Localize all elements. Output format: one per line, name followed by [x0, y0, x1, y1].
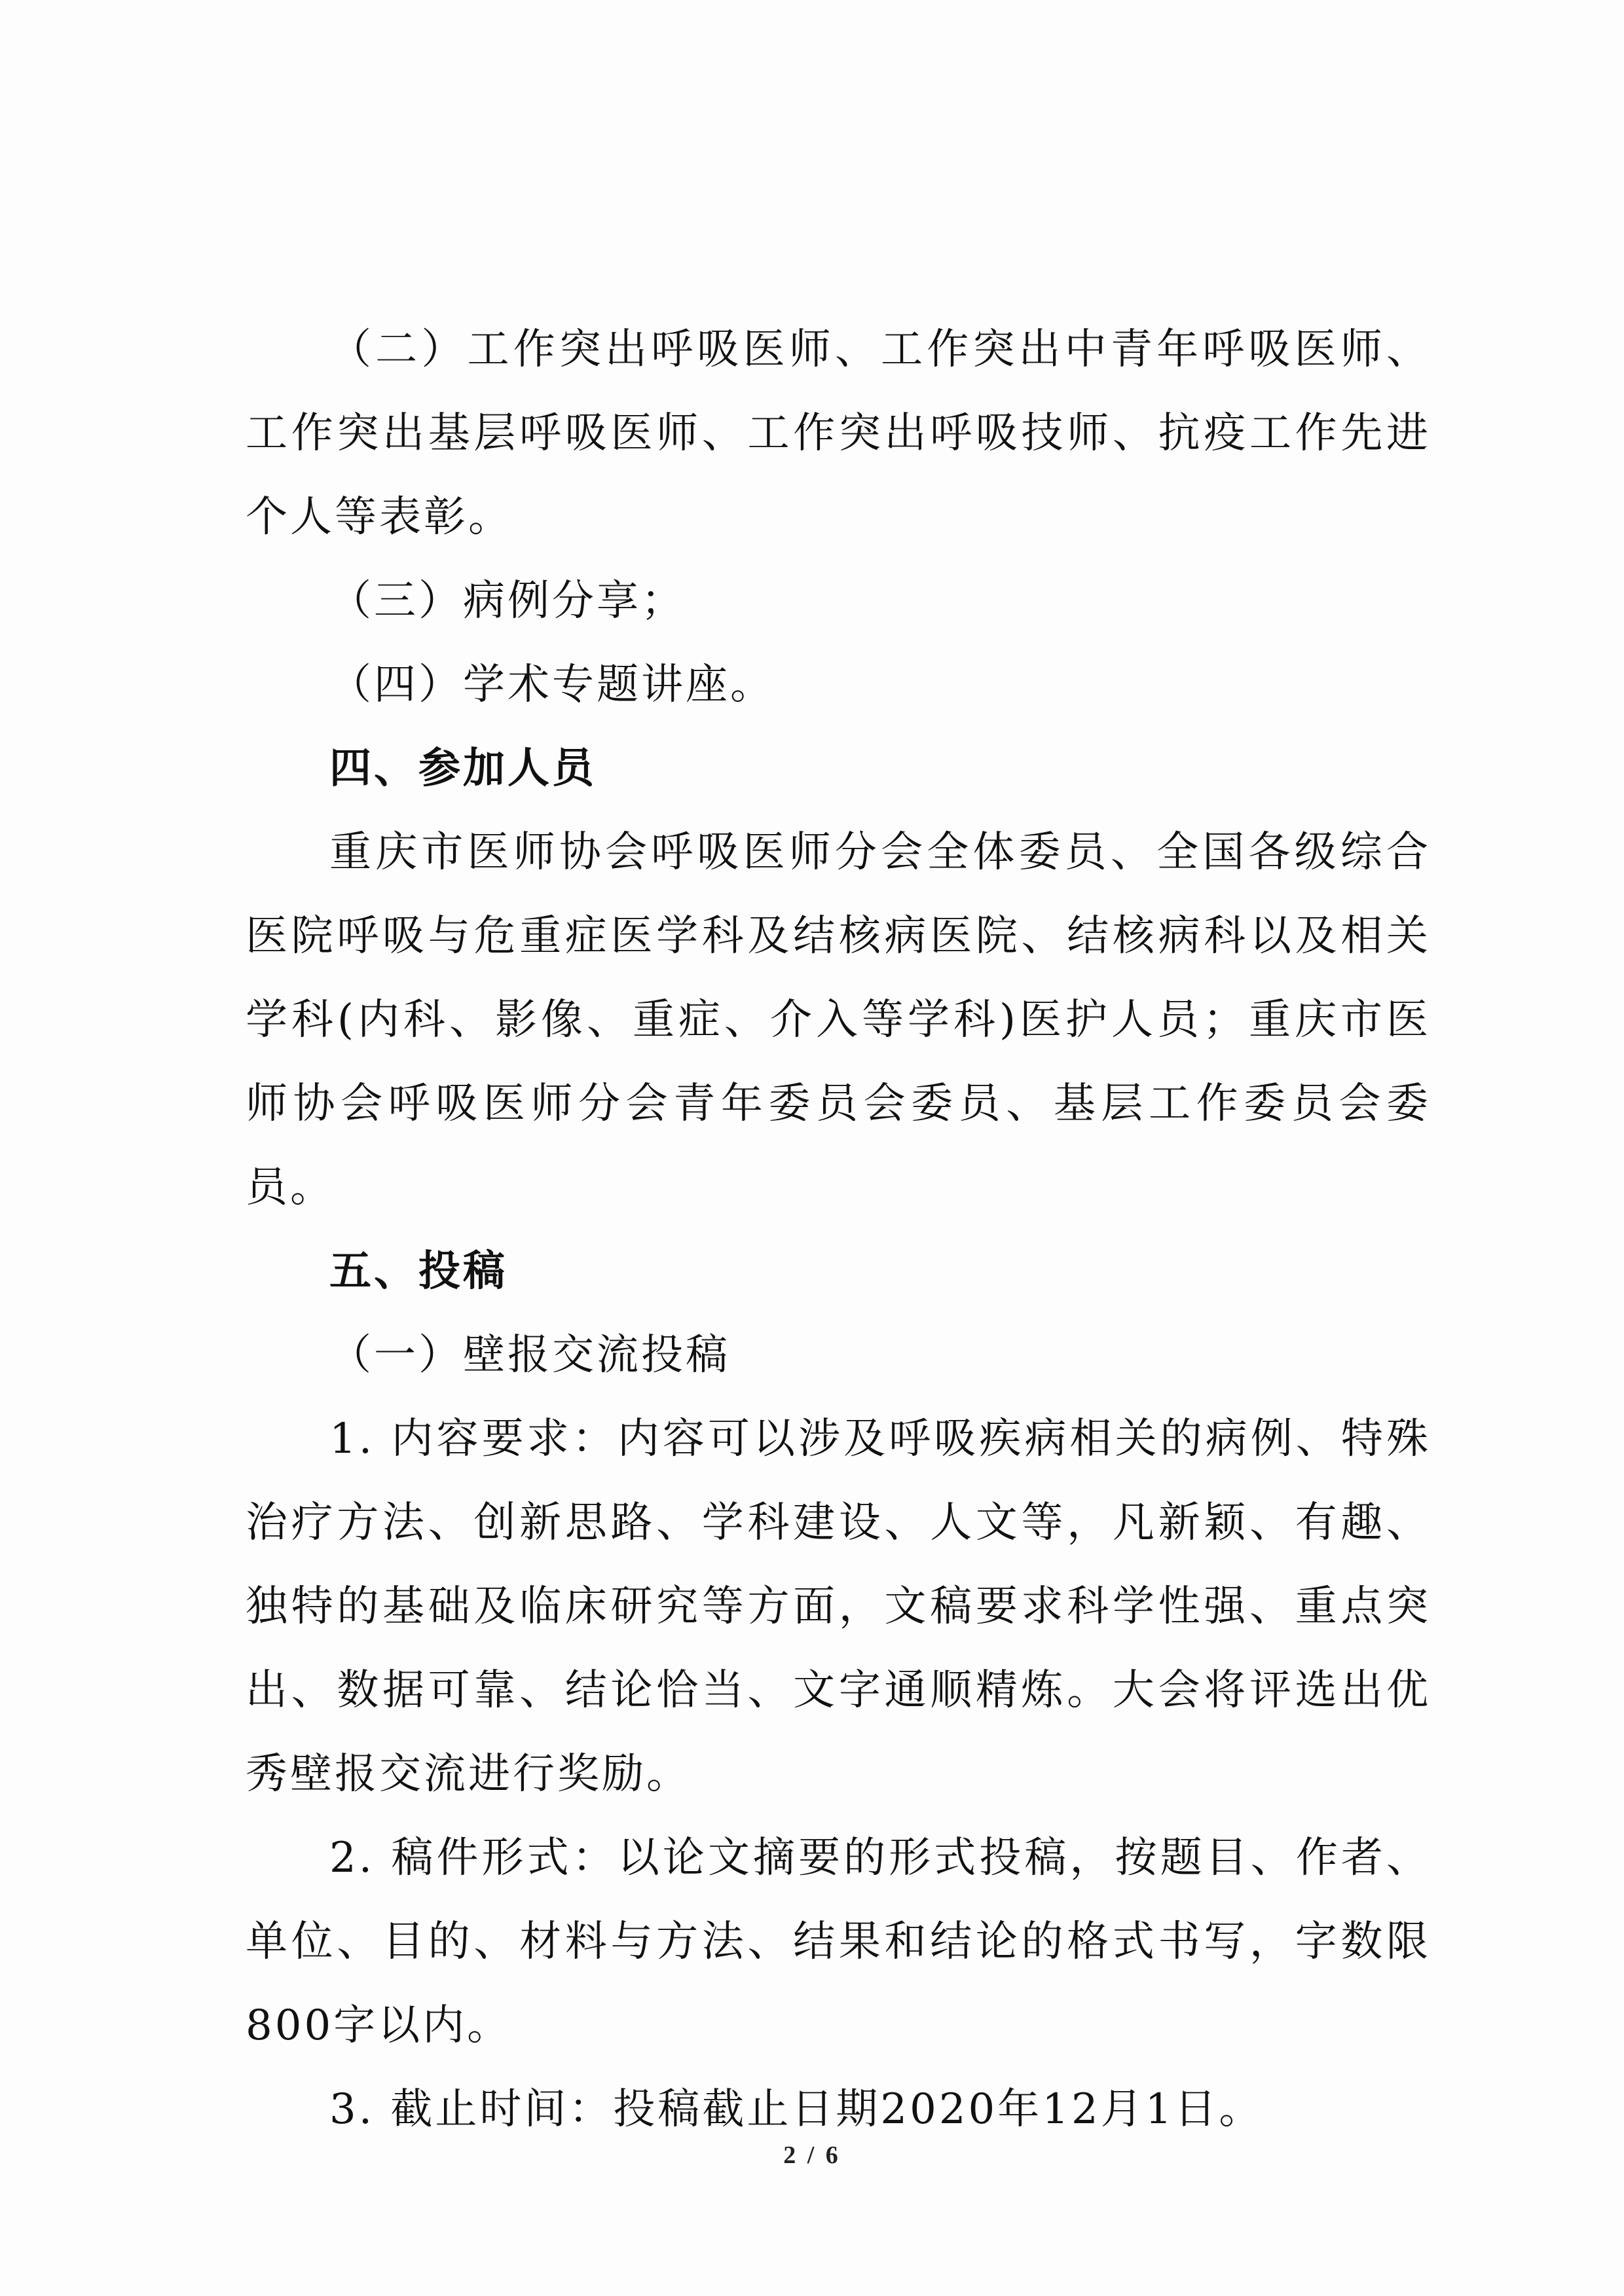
section-heading-participants: 四、参加人员 — [329, 744, 597, 793]
lecture-item: （四）学术专题讲座。 — [329, 661, 775, 709]
document-body — [246, 308, 1431, 2151]
page-number: 2 / 6 — [783, 2141, 841, 2169]
case-sharing-item: （三）病例分享； — [329, 577, 686, 625]
award-item-paragraph: （二）工作突出呼吸医师、工作突出中青年呼吸医师、工作突出基层呼吸医师、工作突出呼吸技师、抗疫工作先进个人等表彰。 — [246, 325, 1431, 541]
deadline-paragraph: 3. 截止时间：投稿截止日期2020年12月1日。 — [329, 2085, 1264, 2134]
participants-paragraph: 重庆市医师协会呼吸医师分会全体委员、全国各级综合医院呼吸与危重症医学科及结核病医院、结核病科以及相关学科(内科、影像、重症、介入等学科)医护人员；重庆市医师协会呼吸医师分会青年委员会委员、基层工作委员会委员。 — [246, 828, 1431, 1212]
poster-submission-subheading: （一）壁报交流投稿 — [329, 1331, 730, 1379]
manuscript-format-paragraph: 2. 稿件形式：以论文摘要的形式投稿，按题目、作者、单位、目的、材料与方法、结果和结论的格式书写，字数限800字以内。 — [246, 1834, 1431, 2050]
section-heading-submission: 五、投稿 — [329, 1247, 507, 1296]
content-requirements-paragraph: 1. 内容要求：内容可以涉及呼吸疾病相关的病例、特殊治疗方法、创新思路、学科建设、人文等，凡新颖、有趣、独特的基础及临床研究等方面，文稿要求科学性强、重点突出、数据可靠、结论恰当、文字通顺精炼。大会将评选出优秀壁报交流进行奖励。 — [246, 1415, 1431, 1798]
